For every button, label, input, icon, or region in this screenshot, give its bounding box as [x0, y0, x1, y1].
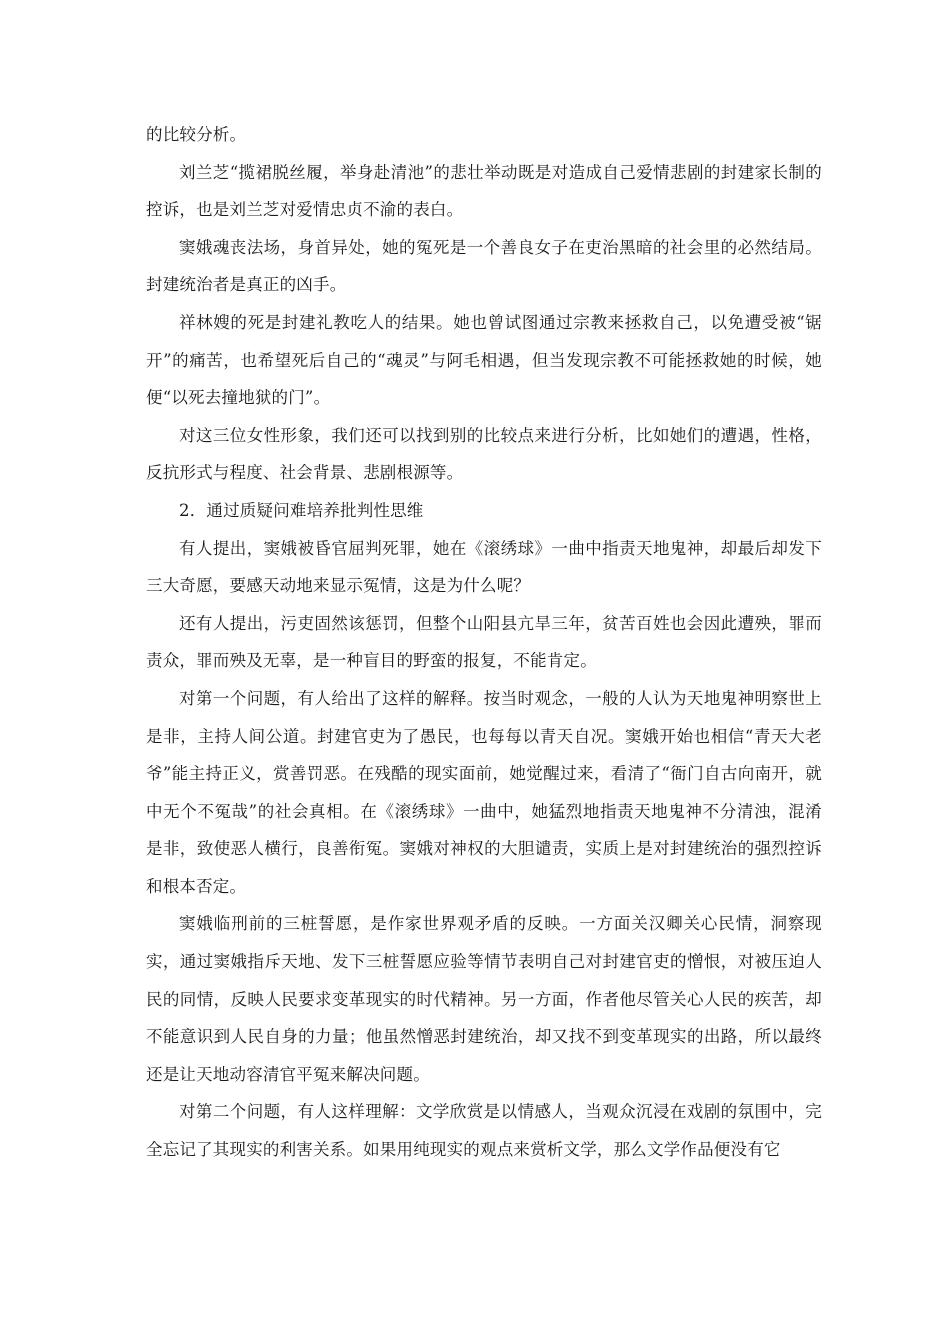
- section-heading: 2．通过质疑问难培养批判性思维: [179, 500, 424, 520]
- paragraph-9: 窦娥临刑前的三桩誓愿，是作家世界观矛盾的反映。一方面关汉卿关心民情，洞察现实，通过窦娥指斥天地、发下三桩誓愿应验等情节表明自己对封建官吏的憎恨，对被压迫人民的同情，反映人民要求变革现实的时代精神。另一方面，作者他尽管关心人民的疾苦，却不能意识到人民自身的力量；他虽然憎恶封建统治，却又找不到变革现实的出路，所以最终还是让天地动容清官平冤来解决问题。: [146, 914, 822, 1084]
- paragraph-2: 刘兰芝“揽裙脱丝履，举身赴清池”的悲壮举动既是对造成自己爱情悲剧的封建家长制的控诉，也是刘兰芝对爱情忠贞不渝的表白。: [146, 162, 822, 220]
- paragraph-6: 有人提出，窦娥被昏官屈判死罪，她在《滚绣球》一曲中指责天地鬼神，却最后却发下三大奇愿，要感天动地来显示冤情，这是为什么呢？: [146, 538, 822, 596]
- paragraph-5: 对这三位女性形象，我们还可以找到别的比较点来进行分析，比如她们的遭遇，性格，反抗形式与程度、社会背景、悲剧根源等。: [146, 425, 822, 483]
- paragraph-10: 对第二个问题，有人这样理解：文学欣赏是以情感人，当观众沉浸在戏剧的氛围中，完全忘记了其现实的利害关系。如果用纯现实的观点来赏析文学，那么文学作品便没有它: [146, 1102, 822, 1160]
- document-body: [146, 116, 822, 1169]
- paragraph-1: 的比较分析。: [146, 125, 247, 144]
- paragraph-7: 还有人提出，污吏固然该惩罚，但整个山阳县亢旱三年，贫苦百姓也会因此遭殃，罪而责众，罪而殃及无辜，是一种盲目的野蛮的报复，不能肯定。: [146, 613, 822, 671]
- paragraph-8: 对第一个问题，有人给出了这样的解释。按当时观念，一般的人认为天地鬼神明察世上是非，主持人间公道。封建官吏为了愚民，也每每以青天自况。窦娥开始也相信“青天大老爷”能主持正义，赏善罚恶。在残酷的现实面前，她觉醒过来，看清了“衙门自古向南开，就中无个不冤哉”的社会真相。在《滚绣球》一曲中，她猛烈地指责天地鬼神不分清浊，混淆是非，致使恶人横行，良善衔冤。窦娥对神权的大胆谴责，实质上是对封建统治的强烈控诉和根本否定。: [146, 688, 822, 896]
- paragraph-4: 祥林嫂的死是封建礼教吃人的结果。她也曾试图通过宗教来拯救自己，以免遭受被“锯开”的痛苦，也希望死后自己的“魂灵”与阿毛相遇，但当发现宗教不可能拯救她的时候，她便“以死去撞地狱的门”。: [146, 312, 822, 408]
- paragraph-3: 窦娥魂丧法场，身首异处，她的冤死是一个善良女子在吏治黑暗的社会里的必然结局。封建统治者是真正的凶手。: [146, 237, 822, 295]
